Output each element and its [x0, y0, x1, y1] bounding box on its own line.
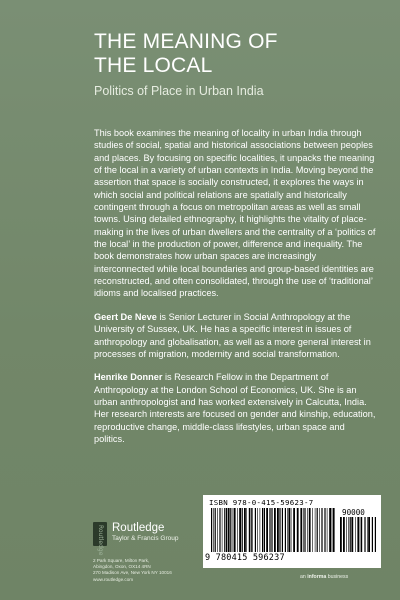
price-code: 90000	[342, 508, 365, 517]
author-bio-1	[94, 311, 376, 360]
isbn-label: ISBN 978-0-415-59623-7	[209, 498, 314, 507]
informa-tagline	[300, 574, 348, 580]
address-line-1: 2 Park Square, Milton Park,	[93, 558, 150, 563]
tagline-suffix: business	[326, 574, 349, 580]
book-title	[94, 30, 384, 78]
publisher-addresses	[93, 558, 213, 583]
author-bio-text-2: is Research Fellow in the Department of Anthropology at the London School of Economics, UK. She is an urban anthropologist and has worked extensively in Calcutta, India. Her research interests are focused on gender and kinship, education, reproductive change, middle-class lifestyles, urban space and politics.	[94, 372, 376, 444]
book-subtitle: Politics of Place in Urban India	[94, 84, 264, 98]
address-line-3: 270 Madison Ave, New York NY 10016	[93, 570, 172, 576]
publisher-group: Taylor & Francis Group	[112, 535, 179, 542]
author-name-1: Geert De Neve	[94, 311, 157, 322]
barcode-main-icon	[211, 508, 335, 552]
address-line-2: Abingdon, Oxon, OX14 4RN	[93, 564, 151, 570]
ean-digits: 9 780415 596237	[205, 553, 285, 563]
publisher-name: Routledge	[112, 522, 165, 534]
tagline-prefix: an	[300, 574, 308, 580]
author-bio-text-1: is Senior Lecturer in Social Anthropology at the University of Sussex, UK. He has a specific interest in issues of anthropology and globalisation, as well as a more general interest in processes of migration, modernity and social transformation.	[94, 311, 371, 359]
blurb-section	[94, 127, 376, 456]
author-bio-2	[94, 371, 376, 445]
tagline-brand: informa	[307, 574, 327, 580]
author-name-2: Henrike Donner	[94, 372, 163, 383]
barcode-panel	[203, 495, 381, 568]
book-title-line-1: THE MEANING OF	[94, 30, 278, 53]
publisher-logo-icon	[93, 522, 107, 556]
publisher-logo-text: Routledge	[97, 525, 104, 556]
address-line-4: www.routledge.com	[93, 576, 134, 582]
book-title-line-2: THE LOCAL	[94, 54, 213, 77]
barcode-addon-icon	[340, 517, 376, 552]
book-description: This book examines the meaning of locality in urban India through studies of social, spatial and historical associations between peoples and places. By focusing on specific localities, it unpacks the meaning of the local in a variety of urban contexts in India. Moving beyond the assertion that space is socially constructed, it explores the ways in which social and political relations are spatially and historically contingent through a focus on metropolitan areas as well as small towns. Using detailed ethnography, it highlights the vitality of place-making in the lives of urban dwellers and the centrality of a ‘politics of the local’ in the production of power, difference and inequality. The book demonstrates how urban spaces are increasingly interconnected while local boundaries and group-based identities are reconstructed, and often consolidated, through the use of ‘traditional’ idioms and localised practices.	[94, 128, 376, 299]
